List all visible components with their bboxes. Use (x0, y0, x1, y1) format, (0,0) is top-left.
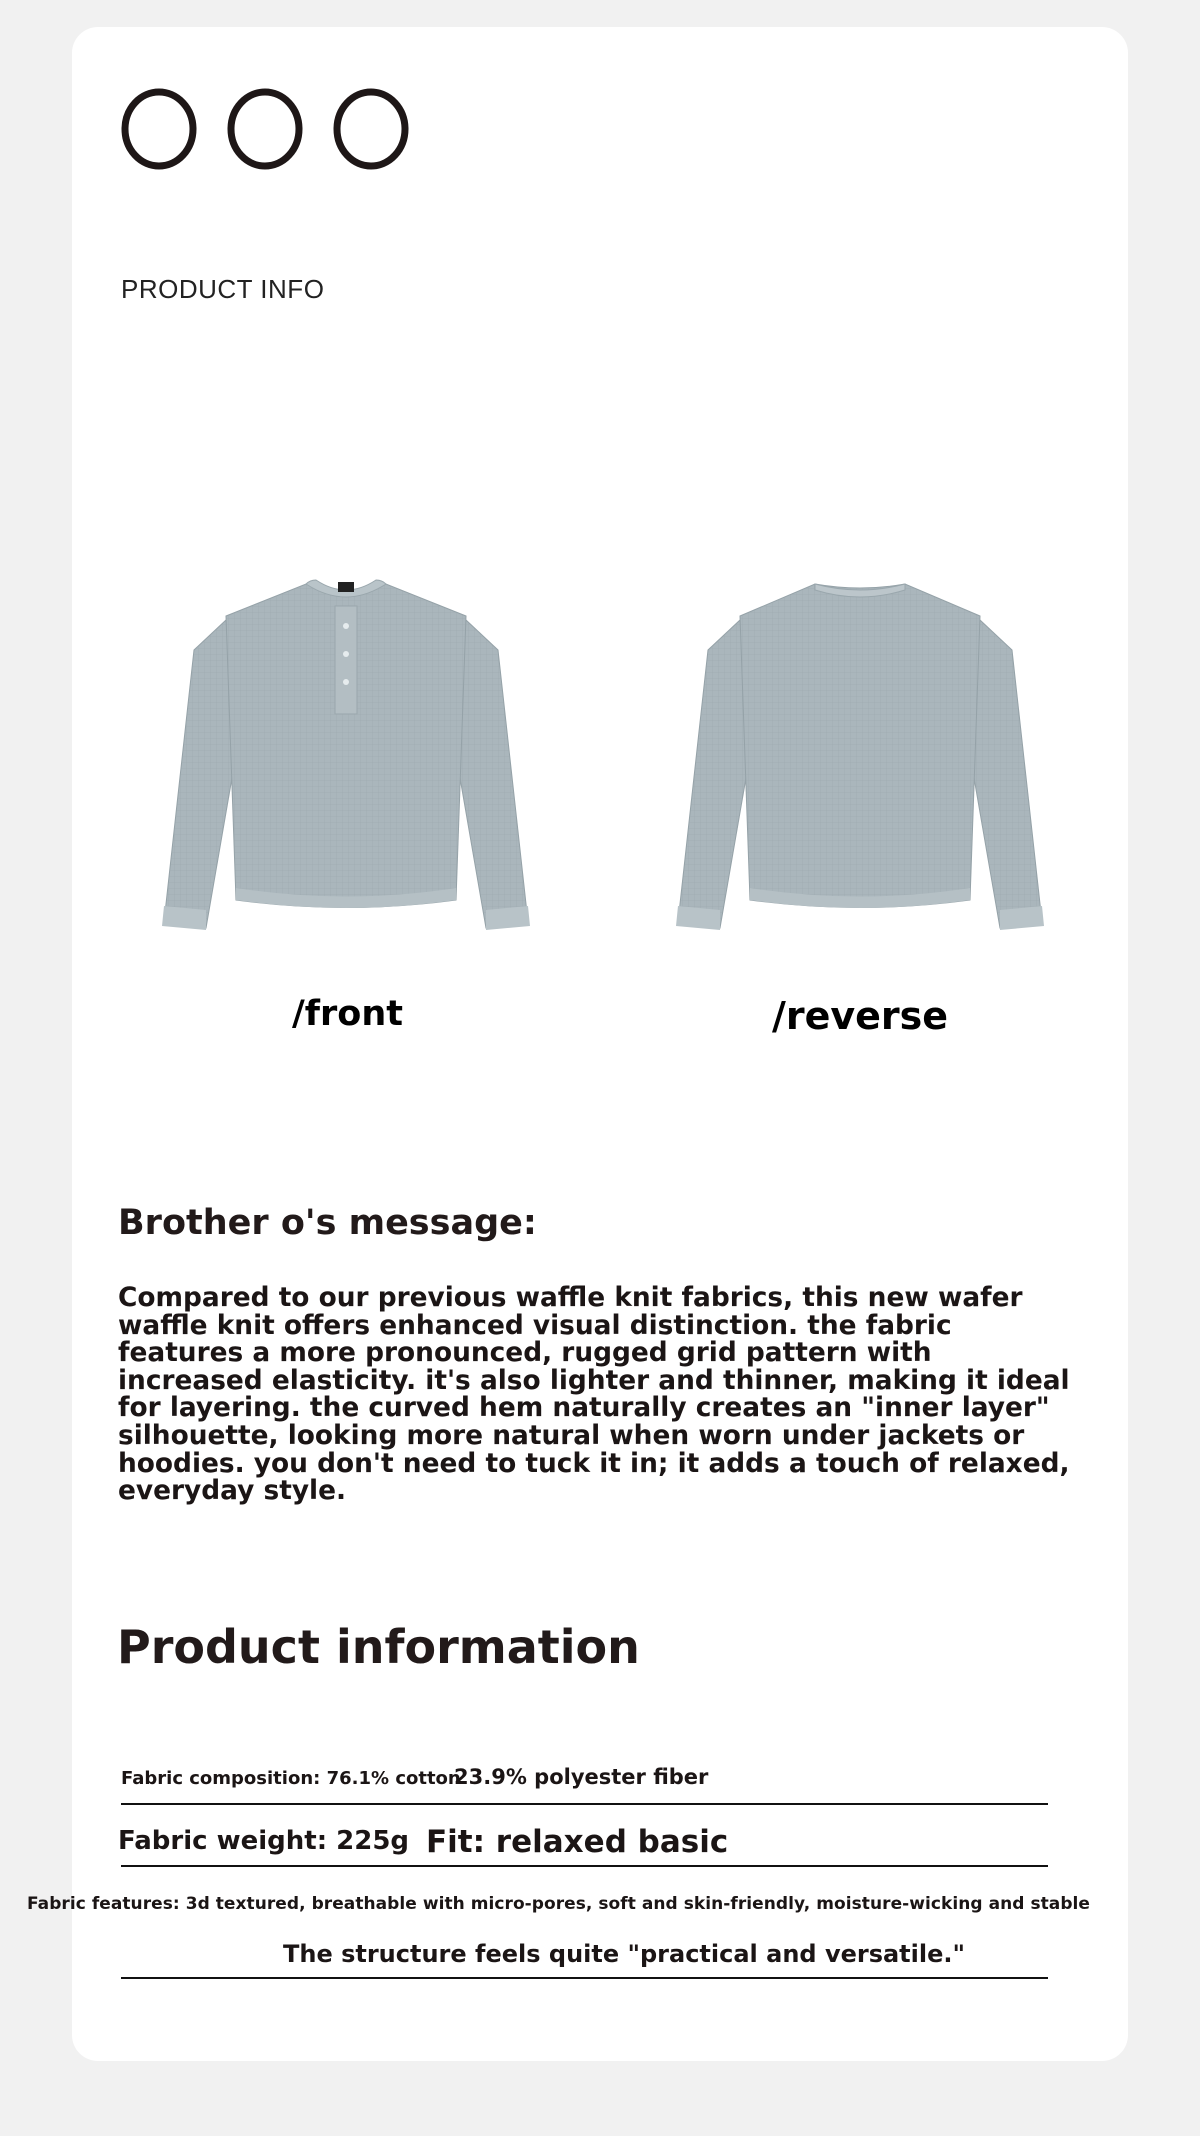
message-body: Compared to our previous waffle knit fabrics, this new wafer waffle knit offers enhanced visual distinction. the fabric features a more pronounced, rugged grid pattern with increased elasticity. it's also lighter and thinner, making it ideal for layering. the curved hem naturally creates an "inner layer" silhouette, looking more natural when worn under jackets or hoodies. you don't need to tuck it in; it adds a touch of relaxed, everyday style. (118, 1282, 1070, 1507)
front-caption: /front (292, 994, 403, 1034)
fit-value: Fit: relaxed basic (426, 1824, 729, 1860)
structure-note: The structure feels quite "practical and versatile." (283, 1940, 966, 1968)
divider (121, 1865, 1048, 1867)
three-rings-logo-icon (120, 86, 420, 172)
divider (121, 1803, 1048, 1805)
section-label: PRODUCT INFO (121, 274, 325, 304)
content-card (72, 27, 1128, 2061)
composition-extra: 23.9% polyester fiber (454, 1765, 709, 1789)
fabric-features: Fabric features: 3d textured, breathable with micro-pores, soft and skin-friendly, moisture-wicking and stable (27, 1894, 1090, 1914)
message-title: Brother o's message: (118, 1203, 537, 1243)
composition-label: Fabric composition: 76.1% cotton (121, 1768, 461, 1789)
fabric-weight: Fabric weight: 225g (118, 1826, 410, 1856)
henley-front-image (156, 570, 536, 950)
reverse-caption: /reverse (772, 994, 949, 1038)
divider (121, 1977, 1048, 1979)
product-info-title: Product information (117, 1620, 640, 1674)
henley-back-image (670, 570, 1050, 950)
